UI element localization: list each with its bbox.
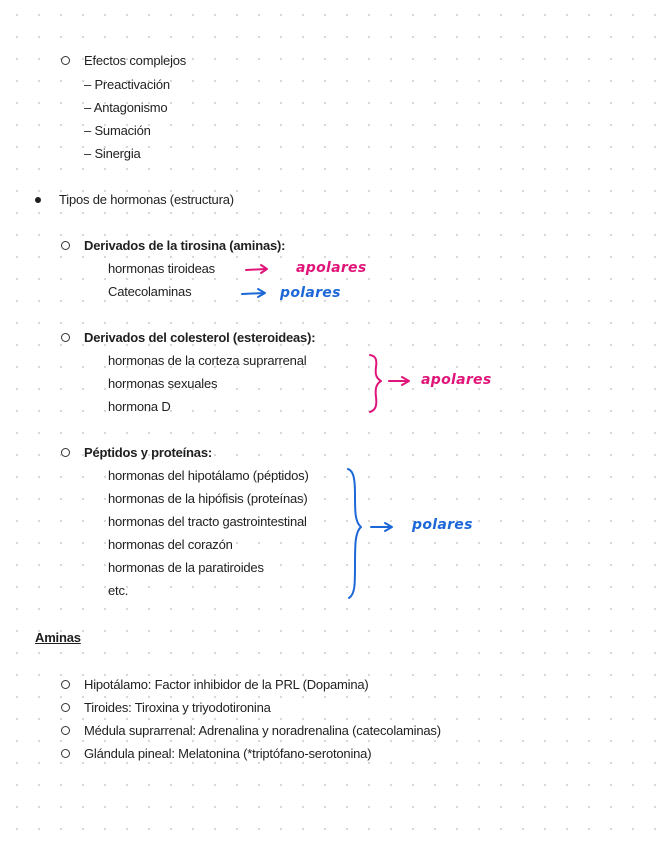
efectos-item-preactivacion: – Preactivación — [84, 77, 170, 92]
pink-arrow-icon — [389, 377, 409, 385]
tipos-hormonas-heading: Tipos de hormonas (estructura) — [59, 192, 234, 207]
group-peptidos-item: hormonas del hipotálamo (péptidos) — [108, 468, 309, 483]
group-colesterol-item: hormona D — [108, 399, 171, 414]
group-peptidos-item: hormonas de la paratiroides — [108, 560, 264, 575]
aminas-item: Tiroides: Tiroxina y triyodotironina — [84, 700, 271, 715]
list-bullet-circle — [61, 56, 70, 65]
aminas-item: Médula suprarrenal: Adrenalina y noradrenalina (catecolaminas) — [84, 723, 441, 738]
list-bullet-circle — [61, 680, 70, 689]
list-bullet-circle — [61, 726, 70, 735]
list-bullet-dot — [35, 197, 41, 203]
group-tirosina-item: hormonas tiroideas — [108, 261, 215, 276]
list-bullet-circle — [61, 703, 70, 712]
efectos-item-antagonismo: – Antagonismo — [84, 100, 168, 115]
list-bullet-circle — [61, 333, 70, 342]
pink-brace-icon — [370, 355, 381, 412]
blue-arrow-icon — [371, 523, 392, 531]
efectos-item-sinergia: – Sinergia — [84, 146, 141, 161]
efectos-complejos-heading: Efectos complejos — [84, 53, 187, 68]
list-bullet-circle — [61, 749, 70, 758]
list-bullet-circle — [61, 448, 70, 457]
annotation-apolares-esteroideas: apolares — [421, 372, 492, 388]
blue-brace-icon — [348, 469, 361, 598]
group-tirosina-item: Catecolaminas — [108, 284, 192, 299]
group-peptidos-item: hormonas de la hipófisis (proteínas) — [108, 491, 308, 506]
blue-arrow-icon — [242, 289, 265, 297]
list-bullet-circle — [61, 241, 70, 250]
pink-arrow-icon — [246, 265, 267, 273]
annotation-apolares-tiroideas: apolares — [296, 260, 367, 276]
efectos-item-sumacion: – Sumación — [84, 123, 151, 138]
aminas-item: Hipotálamo: Factor inhibidor de la PRL (Dopamina) — [84, 677, 369, 692]
aminas-item: Glándula pineal: Melatonina (*triptófano-serotonina) — [84, 746, 372, 761]
group-tirosina-title: Derivados de la tirosina (aminas): — [84, 238, 286, 253]
group-peptidos-item: hormonas del tracto gastrointestinal — [108, 514, 307, 529]
group-colesterol-item: hormonas sexuales — [108, 376, 218, 391]
group-colesterol-item: hormonas de la corteza suprarrenal — [108, 353, 307, 368]
group-peptidos-item: hormonas del corazón — [108, 537, 233, 552]
annotation-polares-catecolaminas: polares — [280, 285, 341, 301]
group-peptidos-item: etc. — [108, 583, 129, 598]
annotation-polares-peptidos: polares — [412, 517, 473, 533]
group-colesterol-title: Derivados del colesterol (esteroideas): — [84, 330, 316, 345]
aminas-heading: Aminas — [35, 630, 81, 645]
group-peptidos-title: Péptidos y proteínas: — [84, 445, 212, 460]
